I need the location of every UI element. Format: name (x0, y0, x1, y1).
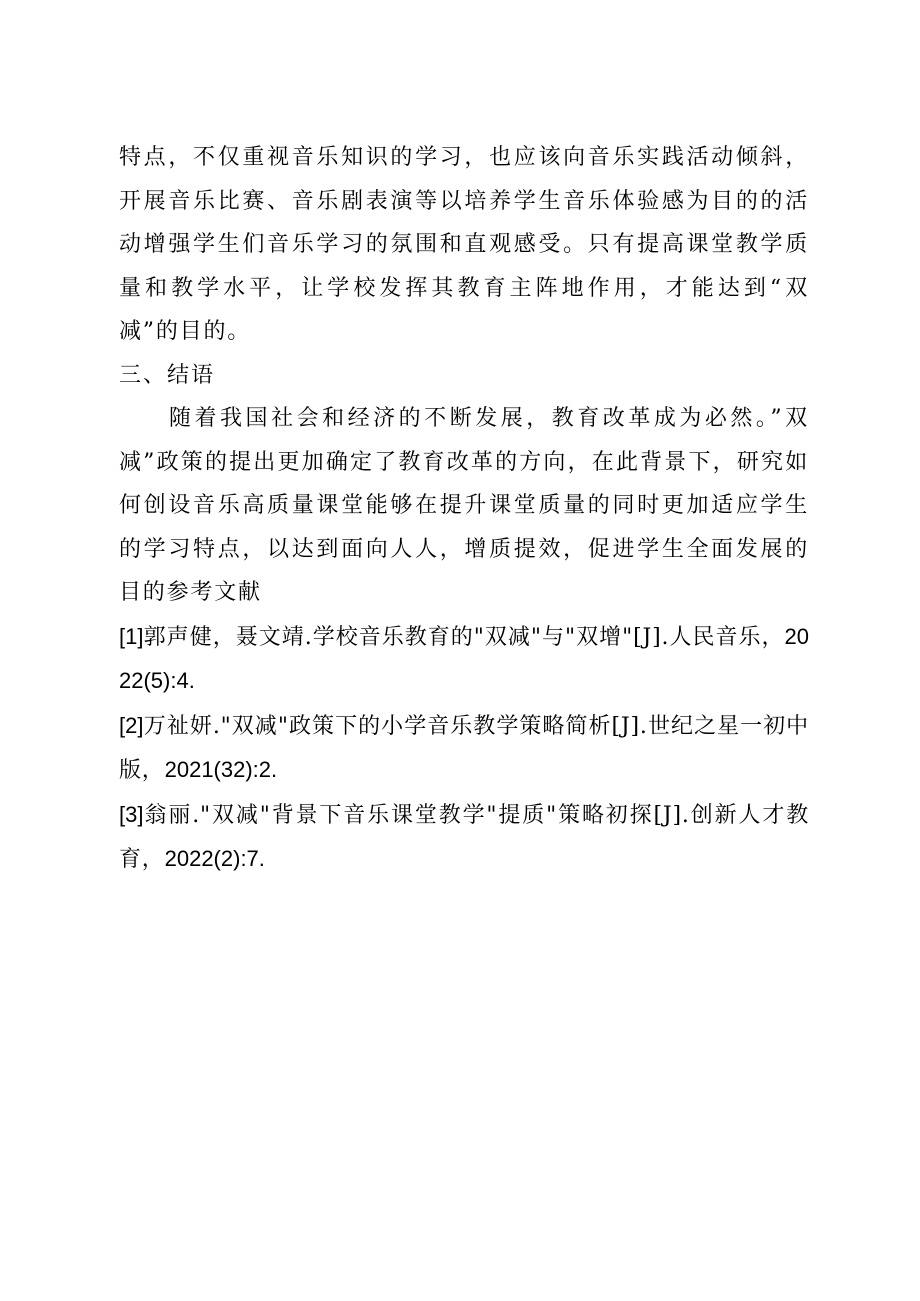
reference-text: 翁丽."双减"背景下音乐课堂教学"提质"策略初探[J].创新人才教育， (119, 802, 809, 872)
reference-marker: [3] (119, 801, 144, 827)
reference-marker: [2] (119, 712, 144, 738)
reference-text: 万祉妍."双减"政策下的小学音乐教学策略简析[J].世纪之星一初中版， (119, 713, 809, 783)
reference-tail: 2022(2):7. (164, 846, 265, 871)
continuation-paragraph: 特点，不仅重视音乐知识的学习，也应该向音乐实践活动倾斜，开展音乐比赛、音乐剧表演等以培养学生音乐体验感为目的的活动增强学生们音乐学习的氛围和直观感受。只有提高课堂教学质量和教学水平，让学校发挥其教育主阵地作用，才能达到“双减”的目的。 (119, 145, 809, 344)
reference-item (119, 793, 809, 882)
conclusion-paragraph: 随着我国社会和经济的不断发展，教育改革成为必然。”双减”政策的提出更加确定了教育改革的方向，在此背景下，研究如何创设音乐高质量课堂能够在提升课堂质量的同时更加适应学生的学习特点，以达到面向人人，增质提效，促进学生全面发展的目的参考文献 (119, 406, 809, 605)
reference-marker: [1] (119, 623, 144, 649)
reference-text: 郭声健，聂文靖.学校音乐教育的"双减"与"双增"[J].人民音乐， (143, 624, 785, 650)
document-body (119, 136, 809, 882)
reference-item (119, 704, 809, 793)
reference-item (119, 615, 809, 704)
reference-tail: 2021(32):2. (164, 757, 278, 782)
section-heading: 三、结语 (119, 362, 216, 388)
reference-tail: 2022(5):4. (119, 623, 809, 693)
